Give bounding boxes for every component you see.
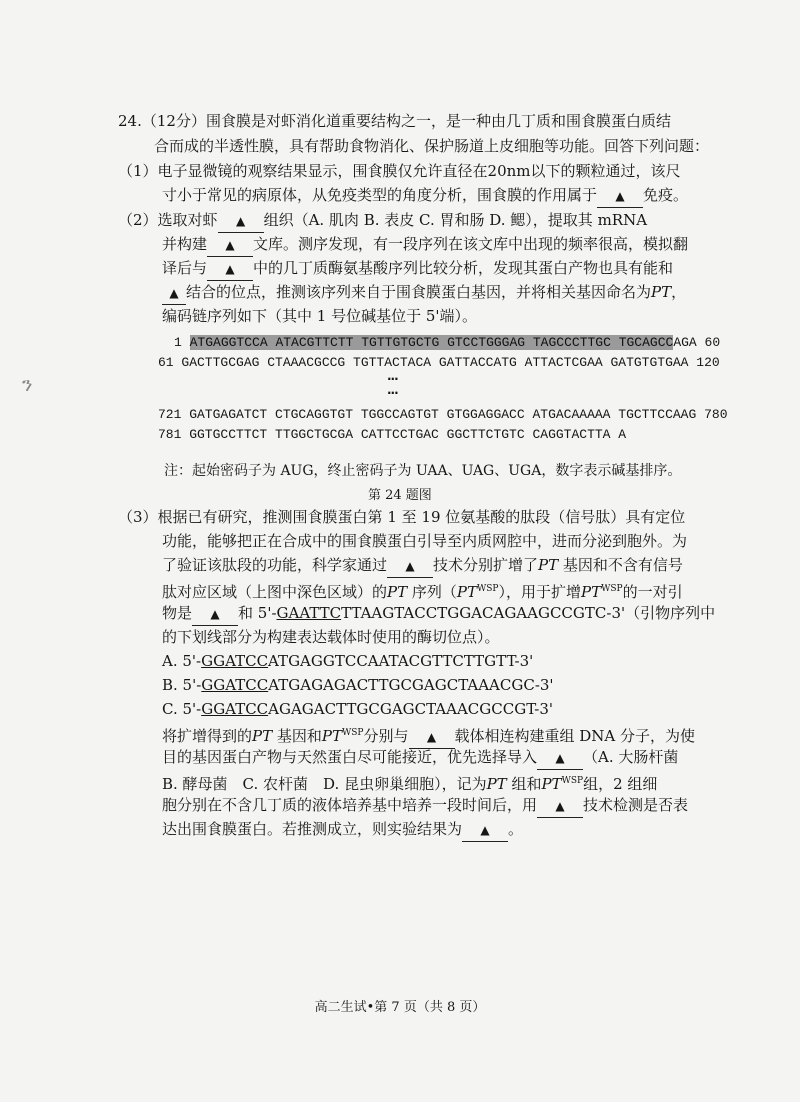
answer-blank[interactable]: ▲ — [537, 747, 583, 770]
sequence-row-721: 721 GATGAGATCT CTGCAGGTGT TGGCCAGTGT GTGGAGGACC ATGACAAAAA TGCTTCCAAG 780 — [158, 407, 728, 422]
part3-line4: 肽对应区域（上图中深色区域）的PT 序列$(PT^{WSP})$，用于扩增$PT^{WSP}$的一对引 — [162, 583, 683, 601]
part2-line2: 并构建 ▲ 文库。测序发现，有一段序列在该文库中出现的频率很高，模拟翻 — [162, 233, 688, 257]
answer-blank[interactable]: ▲ — [409, 726, 455, 749]
answer-blank[interactable]: ▲ — [192, 603, 238, 626]
signal-peptide-region: ATGAGGTCCA ATACGTTCTT TGTTGTGCTG GTCCTGGGAG TAGCCCTTGC TGCAGCC — [189, 335, 674, 350]
question-intro-line2: 合而成的半透性膜，具有帮助食物消化、保护肠道上皮细胞等功能。回答下列问题： — [154, 137, 710, 155]
answer-blank[interactable]: ▲ — [387, 555, 433, 578]
option-a[interactable]: A. 5'-GGATCCATGAGGTCCAATACGTTCTTGTT-3' — [162, 652, 534, 670]
sequence-row-781: 781 GGTGCCTTCT TTGGCTGCGA CATTCCTGAC GGCTTCTGTC CAGGTACTTA A — [158, 427, 627, 442]
part3-line9: B. 酵母菌 C. 农杆菌 D. 昆虫卵巢细胞），记为PT 组和$PT^{WSP}$组，2 组细 — [162, 775, 658, 793]
part3-line10: 胞分别在不含几丁质的液体培养基中培养一段时间后，用 ▲ 技术检测是否表 — [162, 794, 688, 818]
part1-line1: （1）电子显微镜的观察结果显示，围食膜仅允许直径在20nm以下的颗粒通过，该尺 — [118, 162, 681, 180]
answer-blank[interactable]: ▲ — [207, 234, 253, 257]
part2-line4: ▲ 结合的位点，推测该序列来自于围食膜蛋白基因，并将相关基因命名为PT， — [162, 281, 686, 305]
part1-line2: 寸小于常见的病原体，从免疫类型的角度分析，围食膜的作用属于 ▲ 免疫。 — [162, 184, 688, 208]
option-c[interactable]: C. 5'-GGATCCAGAGACTTGCGAGCTAAACGCCGT-3' — [162, 700, 554, 718]
option-b[interactable]: B. 5'-GGATCCATGAGAGACTTGCGAGCTAAACGC-3' — [162, 676, 554, 694]
part3-line2: 功能，能够把正在合成中的围食膜蛋白引导至内质网腔中，进而分泌到胞外。为 — [162, 532, 688, 550]
part3-line5: 物是 ▲ 和 5'-GAATTCTTAAGTACCTGGACAGAAGCCGTC-3'（引物序列中 — [162, 602, 715, 626]
ellipsis: ··· — [387, 372, 398, 386]
answer-blank[interactable]: ▲ — [597, 185, 643, 208]
answer-blank[interactable]: ▲ — [207, 258, 253, 281]
part3-line8: 目的基因蛋白产物与天然蛋白尽可能接近，优先选择导入 ▲ （A. 大肠杆菌 — [162, 746, 678, 770]
question-number: 24. — [118, 112, 142, 130]
scan-mark: ን — [22, 372, 33, 396]
part3-line1: （3）根据已有研究，推测围食膜蛋白第 1 至 19 位氨基酸的肽段（信号肽）具有定位 — [118, 508, 686, 526]
page-footer: 高二生试•第 7 页（共 8 页） — [314, 1000, 486, 1015]
restriction-site: GAATTC — [276, 604, 342, 622]
answer-blank[interactable]: ▲ — [218, 210, 264, 233]
part2-line5: 编码链序列如下（其中 1 号位碱基位于 5'端）。 — [162, 307, 478, 325]
part3-line7: 将扩增得到的PT 基因和$PT^{WSP}$分别与 ▲ 载体相连构建重组 DNA 分子，为使 — [162, 722, 695, 749]
question-intro-line1: 24.（12分）围食膜是对虾消化道重要结构之一，是一种由几丁质和围食膜蛋白质结 — [118, 112, 671, 130]
figure-caption: 第 24 题图 — [368, 488, 432, 503]
part3-line3: 了验证该肽段的功能，科学家通过 ▲ 技术分别扩增了PT 基因和不含有信号 — [162, 554, 683, 578]
answer-blank[interactable]: ▲ — [537, 795, 583, 818]
answer-blank[interactable]: ▲ — [162, 282, 186, 305]
ellipsis: ··· — [387, 386, 398, 400]
part3-line6: 的下划线部分为构建表达载体时使用的酶切位点）。 — [162, 628, 500, 646]
question-score: （12分） — [141, 112, 206, 130]
sequence-note: 注：起始密码子为 AUG，终止密码子为 UAA、UAG、UGA，数字表示碱基排序。 — [164, 463, 682, 479]
part2-line1: （2）选取对虾 ▲ 组织（A. 肌肉 B. 表皮 C. 胃和肠 D. 鳃），提取其 mRNA — [118, 209, 647, 233]
part2-line3: 译后与 ▲ 中的几丁质酶氨基酸序列比较分析，发现其蛋白产物也具有能和 — [162, 257, 673, 281]
part3-line11: 达出围食膜蛋白。若推测成立，则实验结果为 ▲ 。 — [162, 818, 523, 842]
sequence-row-61: 61 GACTTGCGAG CTAAACGCCG TGTTACTACA GATTACCATG ATTACTCGAA GATGTGTGAA 120 — [158, 355, 720, 370]
answer-blank[interactable]: ▲ — [462, 819, 508, 842]
sequence-row-1: 1 ATGAGGTCCA ATACGTTCTT TGTTGTGCTG GTCCTGGGAG TAGCCCTTGC TGCAGCCAGA 60 — [174, 335, 721, 350]
